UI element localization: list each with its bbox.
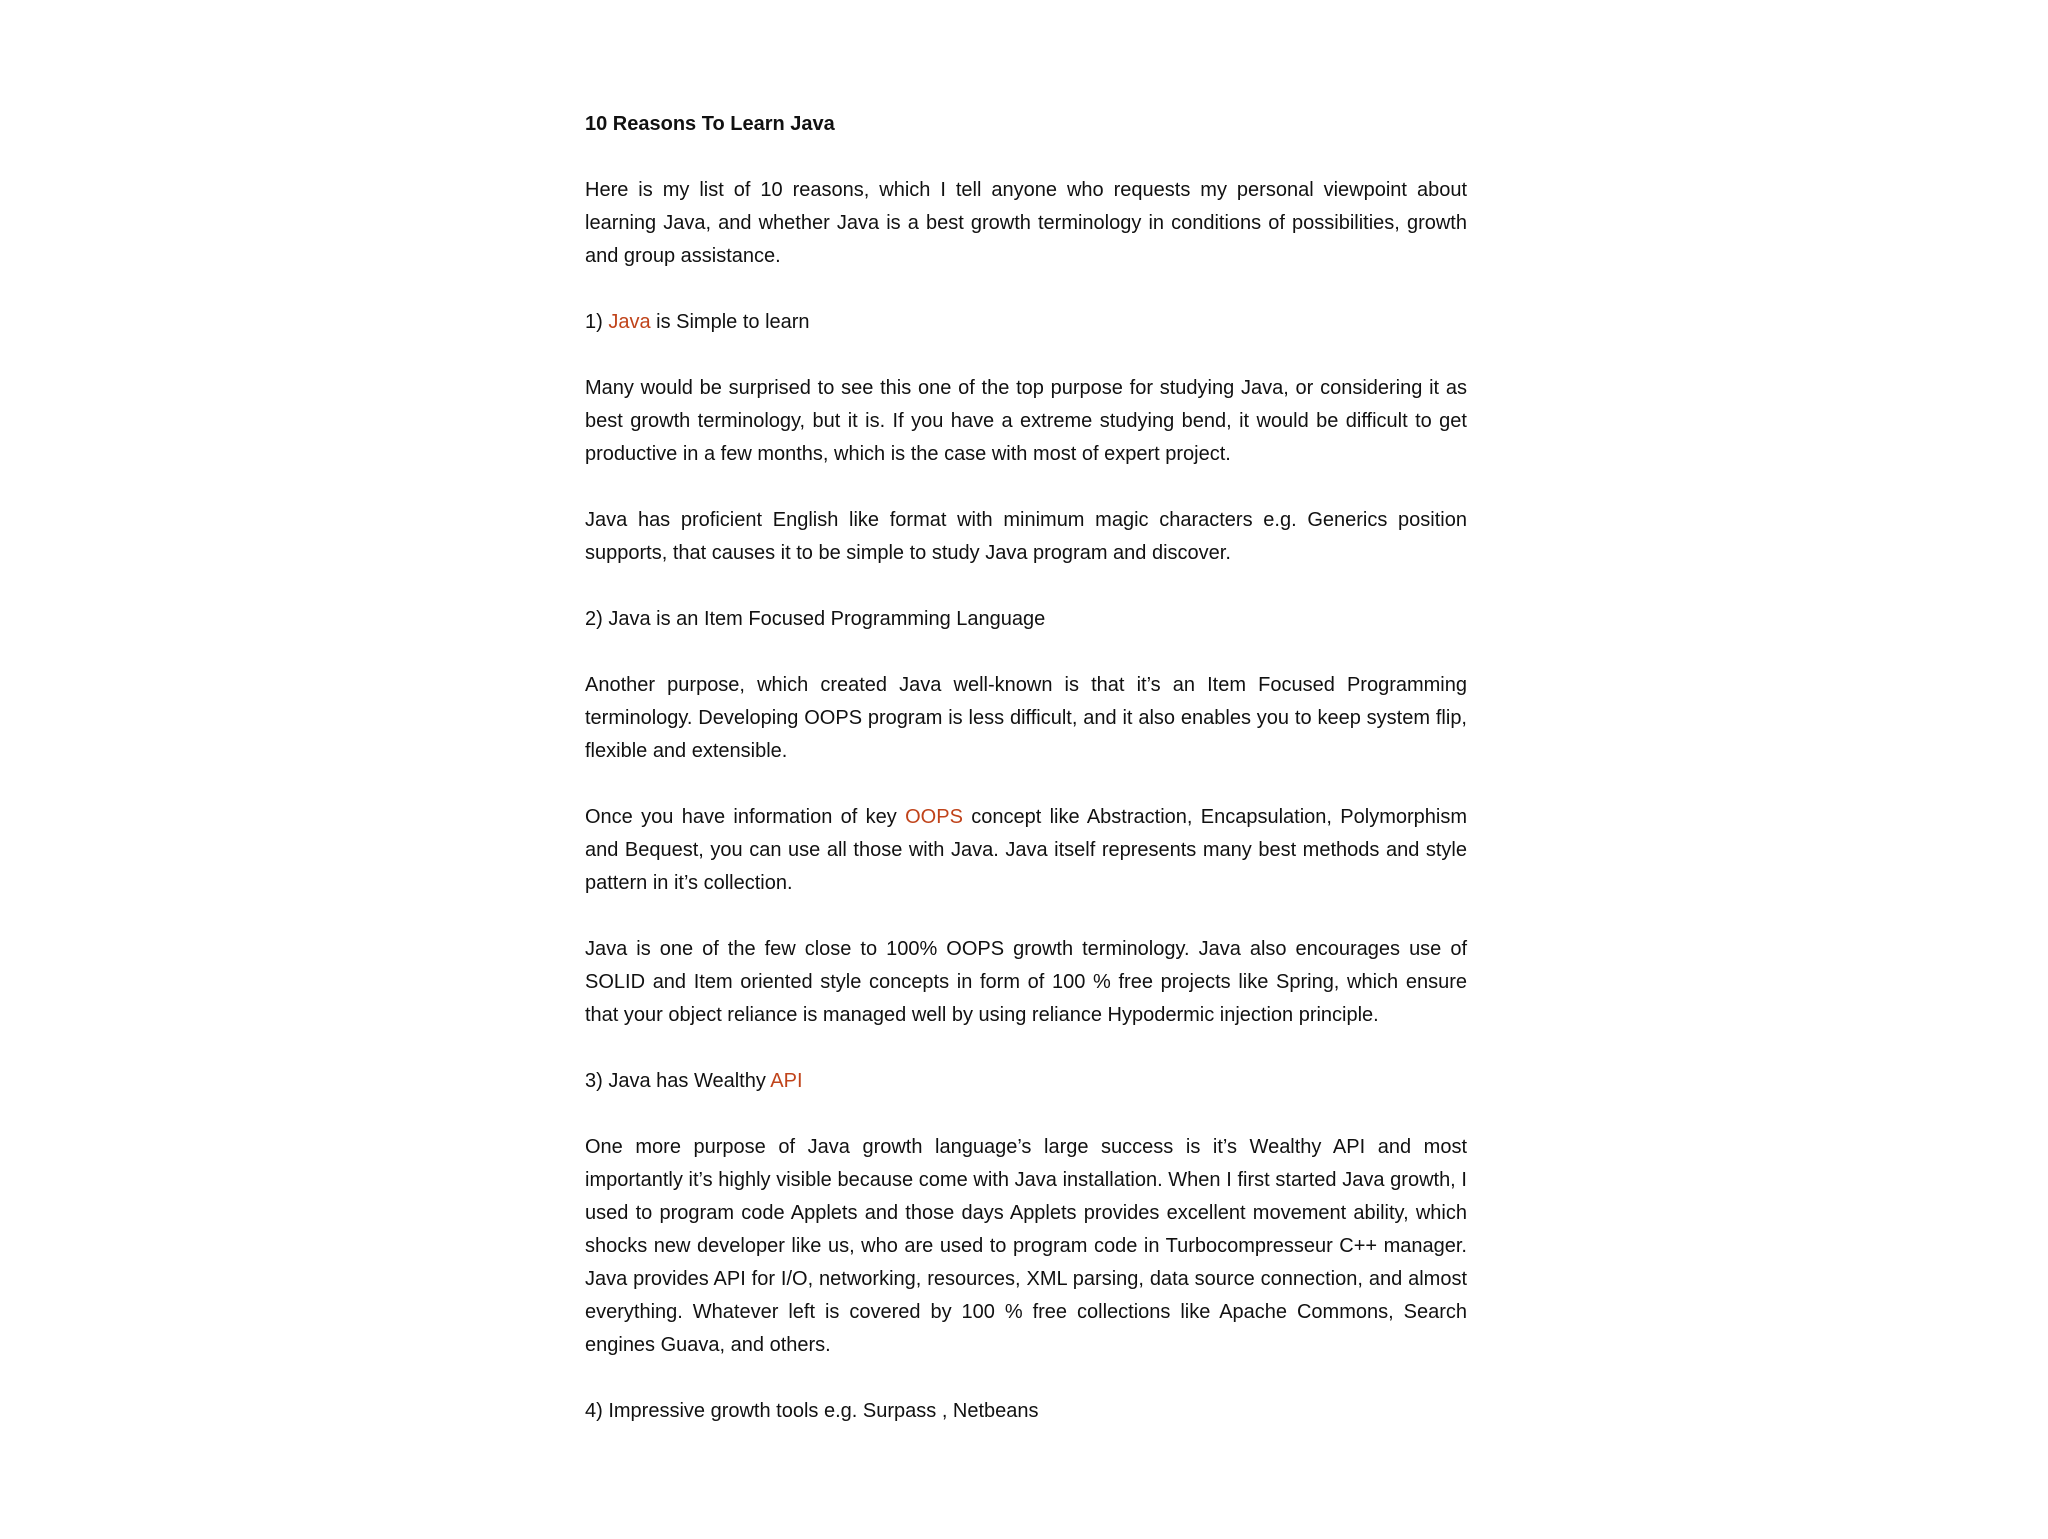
section-2-paragraph-1: Another purpose, which created Java well-known is that it’s an Item Focused Programming terminology. Developing OOPS program is less difficult, and it also enables you to keep system flip, flexible and extensible. [585, 674, 1467, 762]
section-3-paragraph-1: One more purpose of Java growth language’s large success is it’s Wealthy API and most importantly it’s highly visible because come with Java installation. When I first started Java growth, I used to program code Applets and those days Applets provides excellent movement ability, which shocks new developer like us, who are used to program code in Turbocompresseur C++ manager. Java provides API for I/O, networking, resources, XML parsing, data source connection, and almost everything. Whatever left is covered by 100 % free collections like Apache Commons, Search engines Guava, and others. [585, 1136, 1467, 1356]
intro-paragraph: Here is my list of 10 reasons, which I tell anyone who requests my personal viewpoint about learning Java, and whether Java is a best growth terminology in conditions of possibilities, growth and group assistance. [585, 179, 1467, 267]
document-title: 10 Reasons To Learn Java [585, 113, 835, 135]
section-3-heading [585, 1065, 1467, 1098]
section-2-paragraph-3: Java is one of the few close to 100% OOPS growth terminology. Java also encourages use of SOLID and Item oriented style concepts in form of 100 % free projects like Spring, which ensure that your object reliance is managed well by using reliance Hypodermic injection principle. [585, 938, 1467, 1026]
java-link[interactable]: Java [608, 311, 651, 333]
section-1-suffix: is Simple to learn [650, 311, 810, 333]
section-1-paragraph-1: Many would be surprised to see this one of the top purpose for studying Java, or considering it as best growth terminology, but it is. If you have a extreme studying bend, it would be difficult to get productive in a few months, which is the case with most of expert project. [585, 377, 1467, 465]
section-2-p2-prefix: Once you have information of key [585, 806, 906, 828]
document-page [585, 108, 1467, 1461]
section-1-heading [585, 306, 1467, 339]
section-2-paragraph-2 [585, 801, 1467, 900]
section-2-p2-suffix: concept like Abstraction, Encapsulation, Polymorphism and Bequest, you can use all those with Java. Java itself represents many best methods and style pattern in it’s collection. [585, 806, 1467, 894]
section-2-heading: 2) Java is an Item Focused Programming Language [585, 608, 1046, 630]
oops-link[interactable]: OOPS [905, 806, 963, 828]
section-1-paragraph-2: Java has proficient English like format with minimum magic characters e.g. Generics position supports, that causes it to be simple to study Java program and discover. [585, 509, 1467, 564]
section-4-heading: 4) Impressive growth tools e.g. Surpass , Netbeans [585, 1400, 1039, 1422]
section-1-prefix: 1) [585, 311, 609, 333]
section-3-prefix: 3) Java has Wealthy [585, 1070, 771, 1092]
api-link[interactable]: API [770, 1070, 803, 1092]
